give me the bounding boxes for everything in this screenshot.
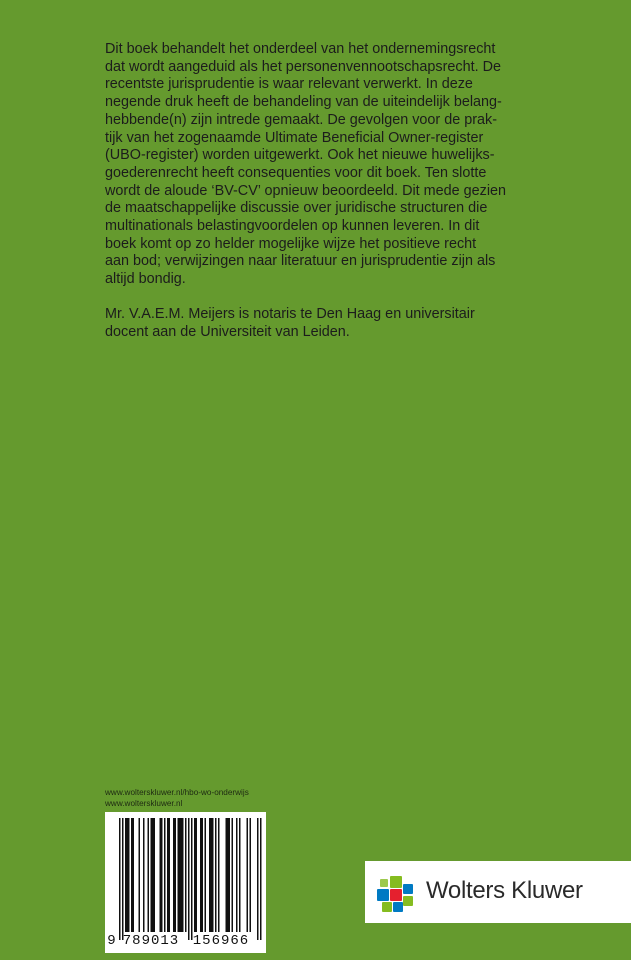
barcode-bar [212,818,214,932]
barcode-bar [239,818,241,932]
blurb-line: multinationals belastingvoordelen op kunnen leveren. In dit [105,218,480,235]
blurb-line: (UBO-register) worden uitgewerkt. Ook het nieuwe huwelijks- [105,147,495,164]
barcode-bar [131,818,133,932]
barcode-bar [194,818,196,932]
barcode-bar [154,818,156,932]
barcode-bar [215,818,217,932]
barcode-bar [139,818,141,932]
barcode-bar [122,818,124,940]
barcode-bar [167,818,169,932]
blurb-line: negende druk heeft de behandeling van de uiteindelijk belang- [105,94,502,111]
barcode-bar [205,818,207,932]
barcode-bar [236,818,238,932]
barcode-bar [209,818,211,932]
barcode-bar [260,818,262,940]
isbn-first-digit: 9 [107,933,116,949]
barcode-bar [185,818,187,932]
blurb-line: Dit boek behandelt het onderdeel van het ondernemingsrecht [105,41,496,57]
paragraph-gap [105,289,525,306]
barcode-bar [202,818,204,932]
barcode-bar [182,818,184,932]
barcode-bar [161,818,163,932]
barcode-bar [128,818,130,932]
barcode-bar [178,818,180,932]
barcode-bar [232,818,234,932]
back-cover-blurb [105,41,525,341]
barcode-bar [119,818,121,940]
blurb-line: goederenrecht heeft consequenties voor dit boek. Ten slotte [105,164,487,181]
barcode-bar [181,818,183,932]
publisher-name: Wolters Kluwer [426,877,583,904]
blurb-line: de maatschappelijke discussie over juridische structuren die [105,200,488,217]
url-link[interactable]: www.wolterskluwer.nl [105,799,183,808]
barcode-bar [179,818,181,932]
blurb-line: altijd bondig. [105,271,186,288]
blurb-line: tijk van het zogenaamde Ultimate Beneficial Owner-register [105,129,484,146]
barcode-bar [191,818,193,940]
wolters-kluwer-logo-icon [377,876,415,914]
blurb-line: boek komt op zo helder mogelijke wijze het positieve recht [105,235,477,252]
blurb-line: aan bod; verwijzingen naar literatuur en jurisprudentie zijn als [105,253,496,270]
barcode-bar [196,818,198,932]
barcode-bar [133,818,135,932]
blurb-line: hebbende(n) zijn intrede gemaakt. De gevolgen voor de prak- [105,111,497,128]
barcode-bar [200,818,202,932]
barcode-bar [148,818,150,932]
barcode-bar [250,818,252,932]
author-line: Mr. V.A.E.M. Meijers is notaris te Den Haag en universitair [105,305,475,322]
author-line: docent aan de Universiteit van Leiden. [105,323,350,340]
isbn-left-group: 789013 [122,933,180,949]
barcode-bar [169,818,171,932]
barcode-bar [229,818,231,932]
barcode-bar [173,818,175,932]
barcode-bar [143,818,145,932]
url-link[interactable]: www.wolterskluwer.nl/hbo-wo-onderwijs [105,788,249,797]
blurb-line: wordt de aloude ‘BV-CV’ opnieuw beoordeeld. Dit mede gezien [105,182,507,199]
barcode-bar [152,818,154,932]
barcode-bar [164,818,166,932]
publisher-urls [105,787,249,809]
isbn-barcode [105,812,266,953]
barcode-bar [125,818,127,932]
barcode-bar [127,818,129,932]
barcode-bar [218,818,220,932]
barcode-bars [105,812,266,953]
barcode-bar [226,818,228,932]
barcode-bar [257,818,259,940]
blurb-line: recentste jurisprudentie is waar relevant verwerkt. In deze [105,76,473,93]
isbn-number [105,933,266,951]
barcode-bar [211,818,213,932]
barcode-bar [188,818,190,940]
barcode-bar [175,818,177,932]
barcode-bar [160,818,162,932]
barcode-bar [247,818,249,932]
publisher-logo [365,861,631,923]
barcode-bar [227,818,229,932]
isbn-right-group: 156966 [192,933,250,949]
barcode-bar [151,818,153,932]
blurb-line: dat wordt aangeduid als het personenvennootschapsrecht. De [105,58,502,75]
